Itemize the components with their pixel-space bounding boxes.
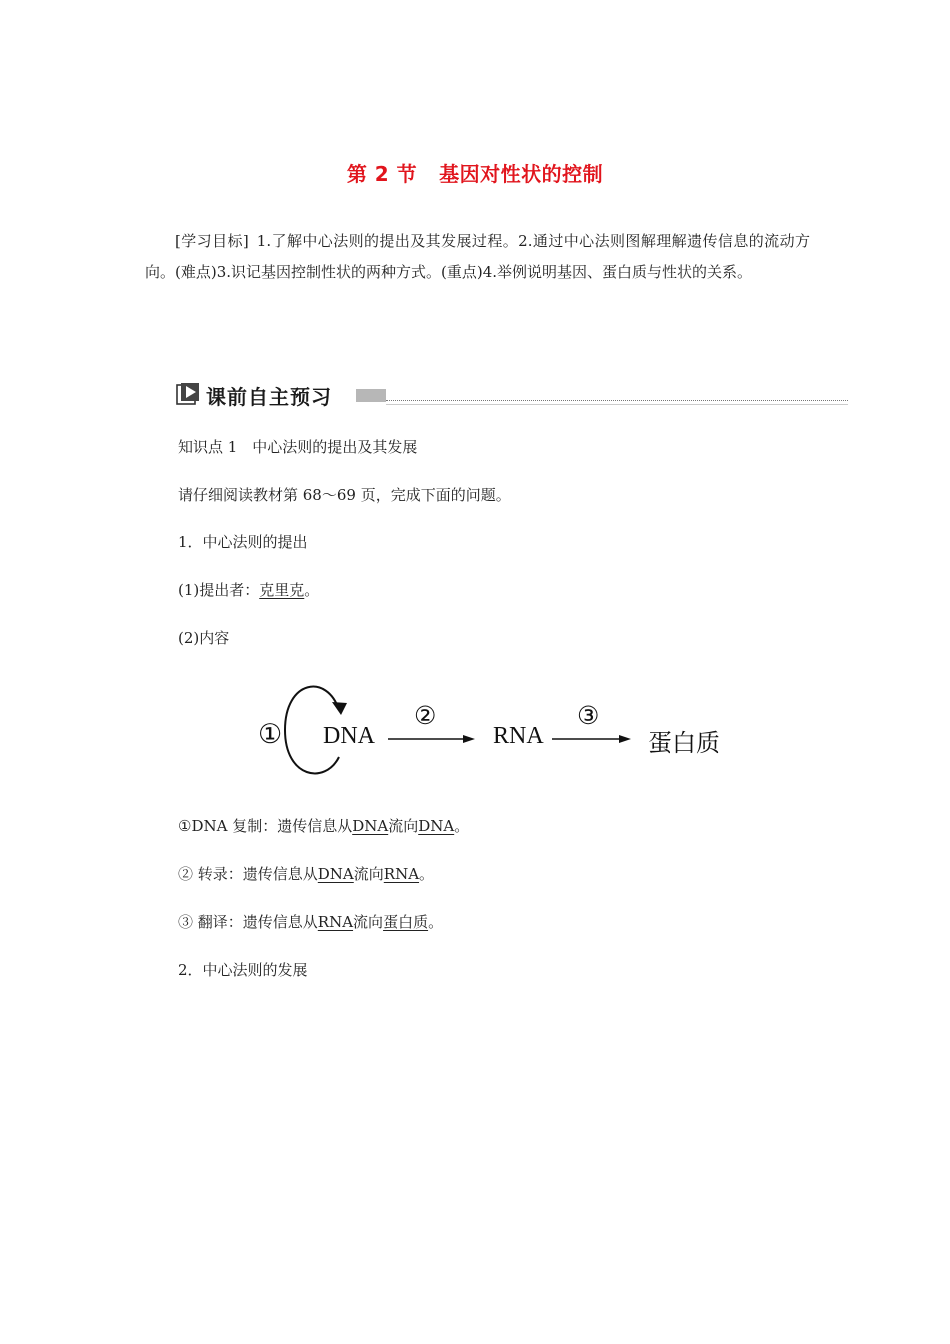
reading-instruction: 请仔细阅读教材第 68～69 页，完成下面的问题。 bbox=[178, 486, 511, 504]
proposer-answer: 克里克 bbox=[259, 581, 305, 599]
objectives-label: [学习目标] bbox=[175, 232, 249, 250]
item2-heading: 2．中心法则的发展 bbox=[178, 961, 308, 979]
transcription-answer-from: DNA bbox=[317, 865, 354, 883]
arrow-play-icon bbox=[176, 382, 200, 406]
proposer-line: (1)提出者：克里克。 bbox=[178, 581, 320, 599]
section-name: 基因对性状的控制 bbox=[439, 162, 604, 186]
section-header-title: 课前自主预习 bbox=[206, 385, 332, 409]
knowledge-point-heading: 知识点 1 中心法则的提出及其发展 bbox=[178, 438, 418, 456]
diagram-step2-marker: ② bbox=[414, 703, 437, 730]
header-gray-block bbox=[356, 389, 386, 402]
transcription-arrowhead bbox=[463, 735, 475, 743]
section-header bbox=[176, 380, 848, 410]
transcription-answer-to: RNA bbox=[383, 865, 420, 883]
diagram-protein-label: 蛋白质 bbox=[648, 729, 720, 757]
item1-heading: 1．中心法则的提出 bbox=[178, 533, 308, 551]
transcription-line: ② 转录：遗传信息从DNA流向RNA。 bbox=[178, 865, 435, 883]
replication-line: ①DNA 复制：遗传信息从DNA流向DNA。 bbox=[178, 817, 470, 835]
proposer-label: (1)提出者： bbox=[178, 581, 260, 599]
section-number: 第 2 节 bbox=[346, 162, 418, 186]
diagram-dna-label: DNA bbox=[323, 723, 375, 749]
header-dotted-rule bbox=[386, 400, 848, 401]
learning-objectives bbox=[145, 226, 810, 288]
translation-answer-to: 蛋白质 bbox=[383, 913, 429, 931]
replication-answer-from: DNA bbox=[352, 817, 389, 835]
header-solid-rule bbox=[386, 404, 848, 405]
replication-answer-to: DNA bbox=[418, 817, 455, 835]
diagram-step3-marker: ③ bbox=[577, 703, 600, 730]
diagram-step1-marker: ① bbox=[258, 719, 283, 749]
replication-arrowhead bbox=[332, 702, 347, 715]
objectives-text: 1.了解中心法则的提出及其发展过程。2.通过中心法则图解理解遗传信息的流动方向。(难点)3.识记基因控制性状的两种方式。(重点)4.举例说明基因、蛋白质与性状的关系。 bbox=[145, 232, 810, 281]
translation-answer-from: RNA bbox=[317, 913, 354, 931]
diagram-rna-label: RNA bbox=[493, 723, 544, 749]
translation-line: ③ 翻译：遗传信息从RNA流向蛋白质。 bbox=[178, 913, 444, 931]
page-title bbox=[0, 158, 950, 187]
translation-arrowhead bbox=[619, 735, 631, 743]
content-label: (2)内容 bbox=[178, 629, 230, 647]
central-dogma-diagram bbox=[255, 675, 735, 790]
